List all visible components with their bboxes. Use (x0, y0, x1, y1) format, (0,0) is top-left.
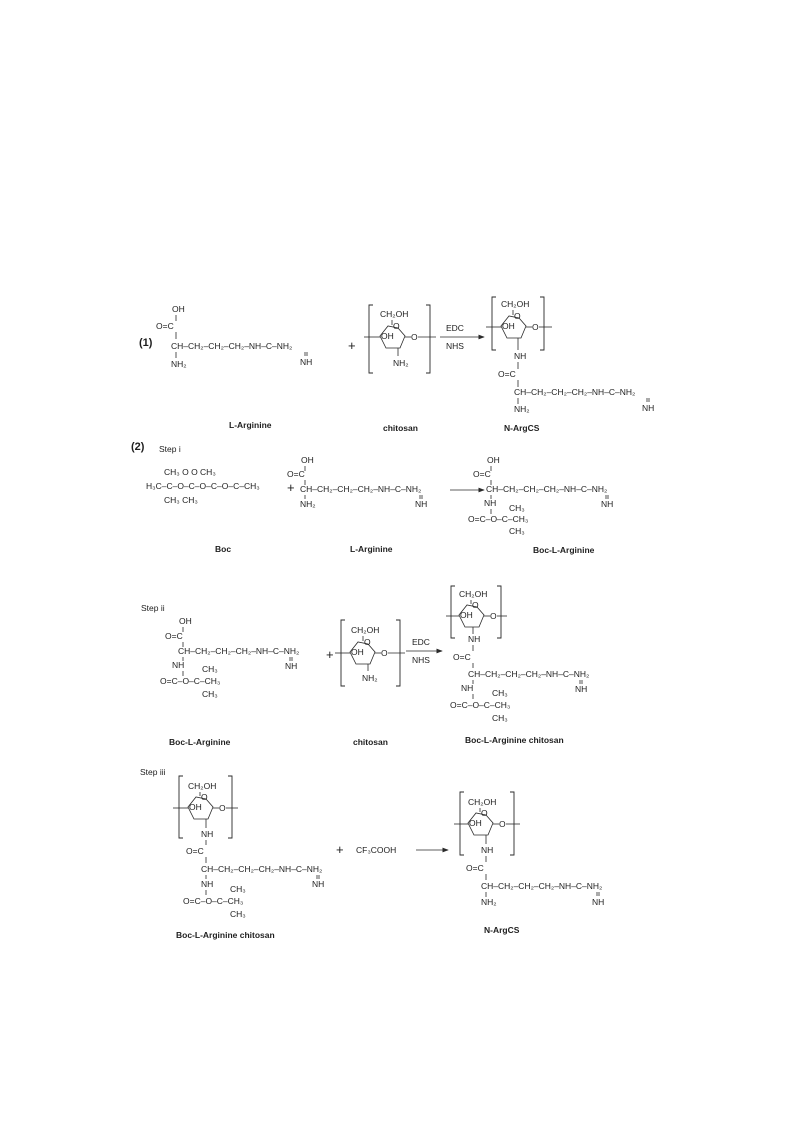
svg-text:CH–CH₂–CH₂–CH₂–NH–C–NH₂: CH–CH₂–CH₂–CH₂–NH–C–NH₂ (178, 646, 300, 656)
plus-sign: + (348, 338, 356, 353)
boc-l-arginine-structure-step-ii (160, 616, 299, 699)
svg-text:NH: NH (312, 879, 325, 889)
boc-anhydride-structure (146, 467, 260, 505)
svg-text:CH–CH₂–CH₂–CH₂–NH–C–NH₂: CH–CH₂–CH₂–CH₂–NH–C–NH₂ (300, 484, 422, 494)
svg-text:O=C: O=C (287, 469, 305, 479)
reaction-arrow-step-ii (406, 637, 442, 665)
label-l-arginine-step-i: L-Arginine (350, 544, 393, 554)
svg-text:CH₂OH: CH₂OH (188, 781, 217, 791)
svg-text:O: O (499, 819, 506, 829)
svg-text:OH: OH (460, 610, 473, 620)
svg-text:O: O (201, 792, 208, 802)
svg-text:NH₂: NH₂ (393, 358, 409, 368)
svg-text:NH₂: NH₂ (481, 897, 497, 907)
svg-text:H₃C–C–O–C–O–C–O–C–CH₃: H₃C–C–O–C–O–C–O–C–CH₃ (146, 481, 260, 491)
svg-text:OH: OH (469, 818, 482, 828)
svg-text:OH: OH (351, 647, 364, 657)
svg-text:O=C–O–C–CH₃: O=C–O–C–CH₃ (160, 676, 221, 686)
svg-text:O: O (490, 611, 497, 621)
l-arginine-structure-step-i (287, 455, 427, 509)
svg-text:CH–CH₂–CH₂–CH₂–NH–C–NH₂: CH–CH₂–CH₂–CH₂–NH–C–NH₂ (514, 387, 636, 397)
svg-text:NH: NH (514, 351, 527, 361)
svg-text:O=C–O–C–CH₃: O=C–O–C–CH₃ (450, 700, 511, 710)
svg-text:O=C–O–C–CH₃: O=C–O–C–CH₃ (183, 896, 244, 906)
reaction-arrow-1 (440, 323, 484, 351)
svg-text:CH₂OH: CH₂OH (459, 589, 488, 599)
svg-text:CH–CH₂–CH₂–CH₂–NH–C–NH₂: CH–CH₂–CH₂–CH₂–NH–C–NH₂ (201, 864, 323, 874)
svg-text:OH: OH (487, 455, 500, 465)
n-argcs-structure (486, 297, 654, 414)
label-chitosan: chitosan (383, 423, 418, 433)
svg-text:O=C: O=C (498, 369, 516, 379)
label-n-argcs: N-ArgCS (504, 423, 540, 433)
svg-text:NHS: NHS (412, 655, 430, 665)
svg-text:NH: NH (642, 403, 655, 413)
svg-text:O: O (532, 322, 539, 332)
svg-text:CH₃: CH₃ (202, 664, 218, 674)
svg-text:CH₃: CH₃ (202, 689, 218, 699)
scheme-number-1: (1) (139, 337, 153, 349)
svg-text:O=C: O=C (473, 469, 491, 479)
svg-text:OH: OH (381, 331, 394, 341)
svg-text:CH₃ O O CH₃: CH₃ O O CH₃ (164, 467, 216, 477)
svg-text:NH: NH (484, 498, 497, 508)
svg-text:CH–CH₂–CH₂–CH₂–NH–C–NH₂: CH–CH₂–CH₂–CH₂–NH–C–NH₂ (486, 484, 608, 494)
svg-text:O=C: O=C (165, 631, 183, 641)
svg-text:O=C: O=C (466, 863, 484, 873)
svg-text:CH₃: CH₃ (509, 503, 525, 513)
svg-text:NH: NH (481, 845, 494, 855)
label-boc-l-arginine-chitosan-step-iii: Boc-L-Arginine chitosan (176, 930, 275, 940)
svg-text:CH₂OH: CH₂OH (468, 797, 497, 807)
svg-text:O: O (219, 803, 226, 813)
label-n-argcs-step-iii: N-ArgCS (484, 925, 520, 935)
l-arginine-structure (156, 304, 312, 369)
svg-text:CH₂OH: CH₂OH (380, 309, 409, 319)
svg-text:CH–CH₂–CH₂–CH₂–NH–C–NH₂: CH–CH₂–CH₂–CH₂–NH–C–NH₂ (481, 881, 603, 891)
svg-text:O=C: O=C (453, 652, 471, 662)
label-boc-l-arginine-step-ii: Boc-L-Arginine (169, 737, 231, 747)
svg-text:NH: NH (201, 879, 214, 889)
svg-text:NH: NH (300, 357, 313, 367)
svg-text:O: O (481, 808, 488, 818)
boc-l-arginine-chitosan-structure (446, 586, 589, 723)
svg-text:CH₃: CH₃ (230, 884, 246, 894)
svg-text:NH₂: NH₂ (171, 359, 187, 369)
step-i-title: Step i (159, 444, 181, 454)
svg-text:NH: NH (285, 661, 298, 671)
label-boc-l-arginine: Boc-L-Arginine (533, 545, 595, 555)
svg-text:NH: NH (461, 683, 474, 693)
boc-l-arginine-chitosan-structure-step-iii (173, 776, 324, 919)
label-boc-l-arginine-chitosan: Boc-L-Arginine chitosan (465, 735, 564, 745)
boc-l-arginine-structure (468, 455, 613, 536)
svg-text:O: O (381, 648, 388, 658)
svg-text:EDC: EDC (446, 323, 464, 333)
scheme-number-2: (2) (131, 441, 145, 453)
label-l-arginine: L-Arginine (229, 420, 272, 430)
plus-sign-step-i: + (287, 480, 295, 495)
svg-text:OH: OH (179, 616, 192, 626)
svg-text:O: O (393, 321, 400, 331)
svg-text:NH: NH (468, 634, 481, 644)
svg-text:CH–CH₂–CH₂–CH₂–NH–C–NH₂: CH–CH₂–CH₂–CH₂–NH–C–NH₂ (171, 341, 293, 351)
svg-text:CH₃: CH₃ (230, 909, 246, 919)
step-ii-title: Step ii (141, 603, 165, 613)
label-boc: Boc (215, 544, 232, 554)
svg-text:CH₃: CH₃ (492, 688, 508, 698)
svg-text:CH–CH₂–CH₂–CH₂–NH–C–NH₂: CH–CH₂–CH₂–CH₂–NH–C–NH₂ (468, 669, 590, 679)
svg-text:OH: OH (172, 304, 185, 314)
svg-text:NH₂: NH₂ (514, 404, 530, 414)
svg-text:OH: OH (189, 802, 202, 812)
svg-text:O=C: O=C (186, 846, 204, 856)
svg-text:CH₂OH: CH₂OH (351, 625, 380, 635)
svg-text:NH: NH (592, 897, 605, 907)
svg-text:O=C–O–C–CH₃: O=C–O–C–CH₃ (468, 514, 529, 524)
svg-text:OH: OH (502, 321, 515, 331)
label-chitosan-step-ii: chitosan (353, 737, 388, 747)
reagent-tfa: CF₃COOH (356, 845, 397, 855)
svg-text:NH: NH (601, 499, 614, 509)
chitosan-structure (364, 305, 436, 373)
svg-text:CH₃ CH₃: CH₃ CH₃ (164, 495, 198, 505)
svg-text:EDC: EDC (412, 637, 430, 647)
svg-text:O: O (472, 600, 479, 610)
svg-text:O: O (364, 637, 371, 647)
svg-text:NH₂: NH₂ (362, 673, 378, 683)
chitosan-structure-step-ii (335, 620, 405, 686)
svg-text:NH₂: NH₂ (300, 499, 316, 509)
step-iii-title: Step iii (140, 767, 166, 777)
svg-text:NHS: NHS (446, 341, 464, 351)
svg-text:NH: NH (415, 499, 428, 509)
n-argcs-structure-step-iii (454, 792, 604, 907)
svg-text:CH₃: CH₃ (509, 526, 525, 536)
svg-text:O: O (514, 311, 521, 321)
svg-text:O=C: O=C (156, 321, 174, 331)
svg-text:NH: NH (575, 684, 588, 694)
svg-text:OH: OH (301, 455, 314, 465)
svg-text:NH: NH (201, 829, 214, 839)
svg-text:CH₂OH: CH₂OH (501, 299, 530, 309)
svg-text:O: O (411, 332, 418, 342)
plus-sign-step-iii: + (336, 842, 344, 857)
plus-sign-step-ii: + (326, 647, 334, 662)
svg-text:NH: NH (172, 660, 185, 670)
svg-text:CH₃: CH₃ (492, 713, 508, 723)
